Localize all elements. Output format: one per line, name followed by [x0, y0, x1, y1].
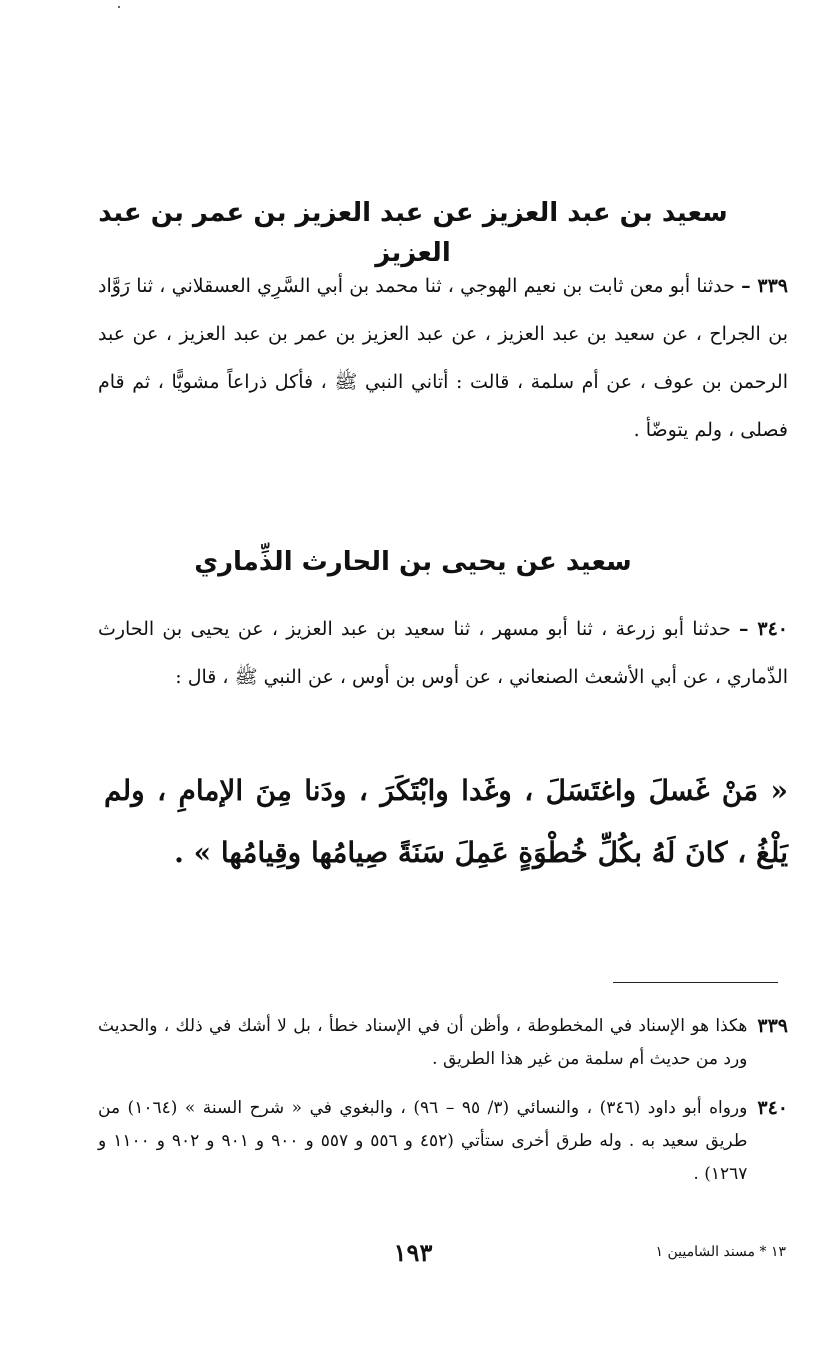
- section-heading-2: سعيد عن يحيى بن الحارث الذِّماري: [194, 547, 632, 577]
- hadith-339-paragraph: [98, 262, 788, 454]
- footnote-339: [98, 1010, 788, 1076]
- page-footer: [40, 1238, 786, 1274]
- footnote-number: ٣٣٩: [757, 1015, 788, 1037]
- hadith-340-paragraph: [98, 605, 788, 701]
- hadith-339-text: حدثنا أبو معن ثابت بن نعيم الهوجي ، ثنا محمد بن أبي السَّرِي العسقلاني ، ثنا رَوَّاد بن الجراح ، عن سعيد بن عبد العزيز ، عن عبد العزيز بن عمر بن عبد العزيز ، عن عبد الرحمن بن عوف ، عن أم سلمة ، قالت : أتاني النبي ﷺ ، فأكل ذراعاً مشويًّا ، ثم قام فصلى ، ولم يتوضّأ .: [98, 275, 788, 441]
- footnote-text: ورواه أبو داود (٣٤٦) ، والنسائي (٣/ ٩٥ – ٩٦) ، والبغوي في « شرح السنة » (١٠٦٤) من طريق سعيد به . وله طرق أخرى ستأتي (٤٥٢ و ٥٥٦ و ٥٥٧ و ٩٠٠ و ٩٠١ و ٩٠٢ و ١١٠٠ و ١٢٦٧) .: [98, 1098, 748, 1184]
- footnote-divider: [613, 982, 778, 983]
- scan-speck: [118, 6, 120, 8]
- footnote-340: [98, 1092, 788, 1191]
- hadith-number-339: ٣٣٩ –: [741, 275, 788, 297]
- page-number: ١٩٣: [393, 1238, 433, 1267]
- hadith-340-matn: « مَنْ غَسلَ واغتَسَلَ ، وغَدا وابْتَكَرَ ، ودَنا مِنَ الإمامِ ، ولم يَلْغُ ، كانَ لَهُ بكُلِّ خُطْوَةٍ عَمِلَ سَنَةً صِيامُها وقِيامُها » .: [104, 774, 788, 869]
- footnote-number: ٣٤٠: [757, 1097, 788, 1119]
- footnote-text: هكذا هو الإسناد في المخطوطة ، وأظن أن في الإسناد خطأ ، بل لا أشك في ذلك ، والحديث ورد من حديث أم سلمة من غير هذا الطريق .: [98, 1016, 748, 1069]
- hadith-number-340: ٣٤٠ –: [739, 618, 788, 640]
- section-heading-1: سعيد بن عبد العزيز عن عبد العزيز بن عمر بن عبد العزيز: [98, 198, 728, 268]
- signature-mark: ١٣ * مسند الشاميين ١: [655, 1244, 786, 1260]
- hadith-340-text: حدثنا أبو زرعة ، ثنا أبو مسهر ، ثنا سعيد بن عبد العزيز ، عن يحيى بن الحارث الذّماري ، عن أبي الأشعث الصنعاني ، عن أوس بن أوس ، عن النبي ﷺ ، قال :: [98, 618, 788, 688]
